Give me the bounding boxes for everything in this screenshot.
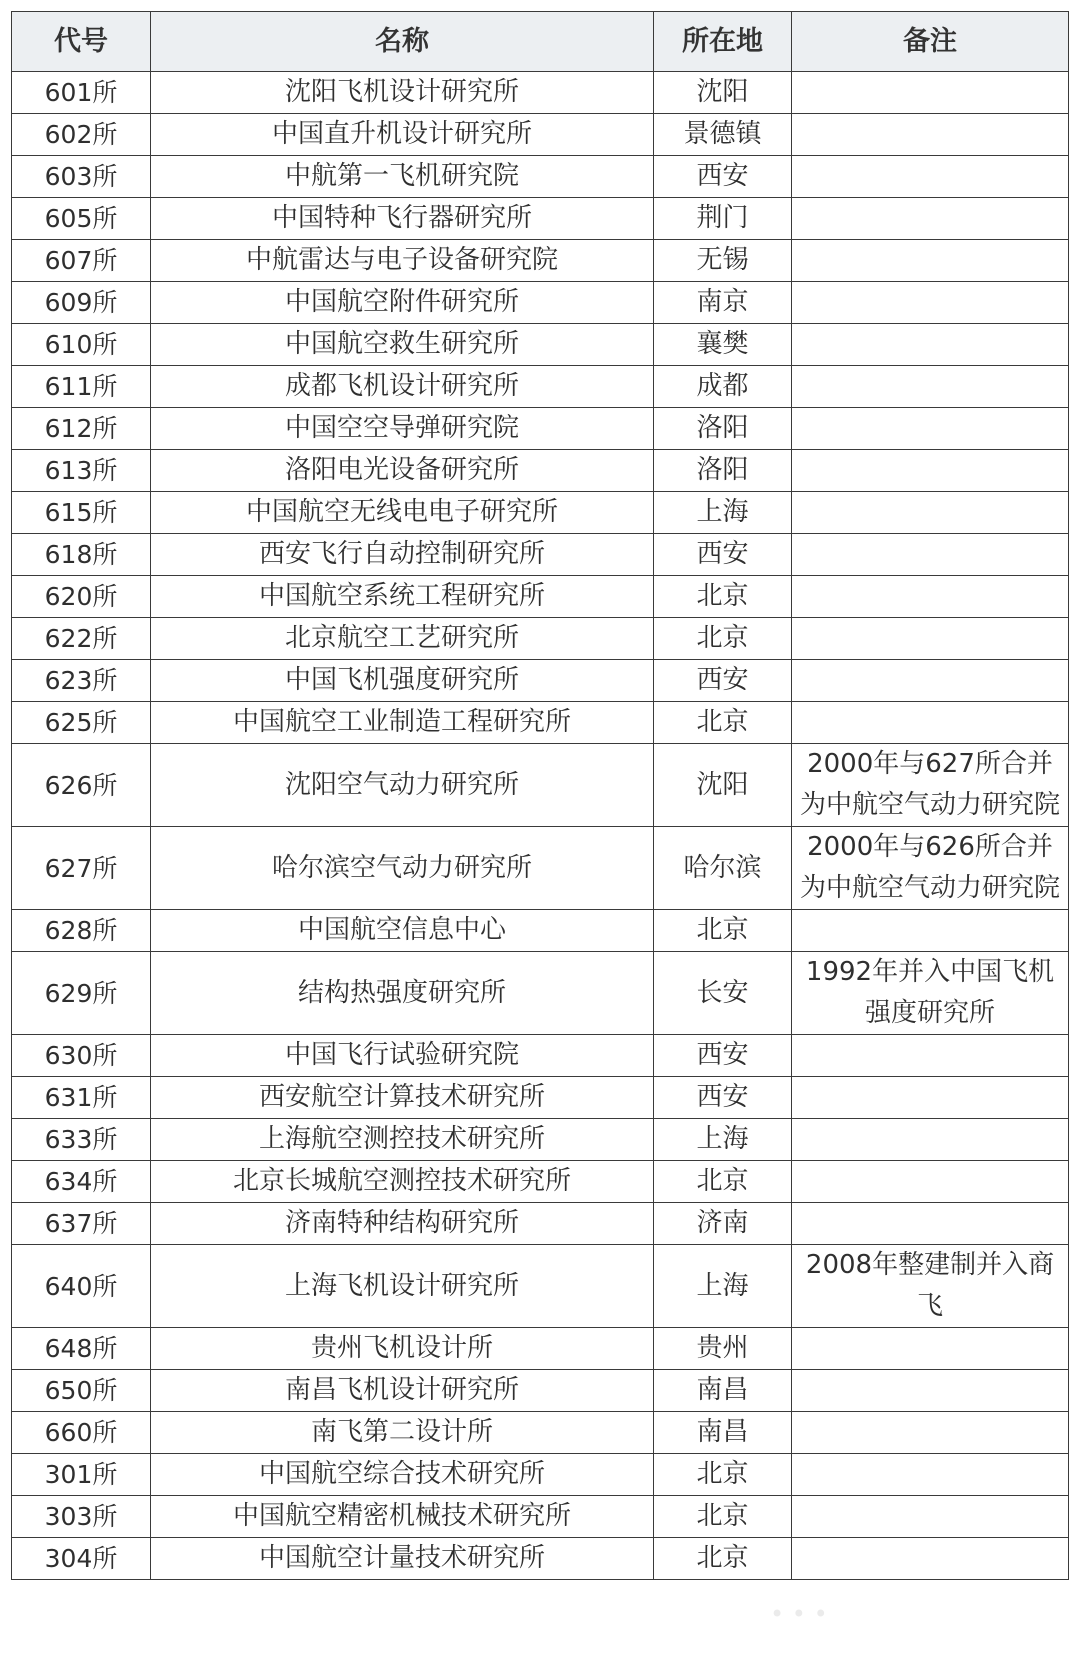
cell-code: 303所 xyxy=(12,1496,151,1538)
table-row xyxy=(12,952,1069,1035)
table-row xyxy=(12,492,1069,534)
cell-name: 中航第一飞机研究院 xyxy=(151,156,654,198)
cell-name: 成都飞机设计研究所 xyxy=(151,366,654,408)
cell-code: 610所 xyxy=(12,324,151,366)
cell-location: 沈阳 xyxy=(654,72,792,114)
cell-location: 襄樊 xyxy=(654,324,792,366)
cell-note xyxy=(792,534,1069,576)
cell-note xyxy=(792,618,1069,660)
watermark: • • • xyxy=(770,1600,828,1628)
table-row xyxy=(12,1538,1069,1580)
cell-code: 605所 xyxy=(12,198,151,240)
table-row xyxy=(12,827,1069,910)
cell-note xyxy=(792,1119,1069,1161)
cell-note: 2000年与627所合并为中航空气动力研究院 xyxy=(792,744,1069,827)
cell-note xyxy=(792,114,1069,156)
cell-location: 西安 xyxy=(654,534,792,576)
cell-note xyxy=(792,240,1069,282)
cell-name: 中国航空附件研究所 xyxy=(151,282,654,324)
cell-name: 哈尔滨空气动力研究所 xyxy=(151,827,654,910)
cell-code: 628所 xyxy=(12,910,151,952)
cell-note xyxy=(792,1454,1069,1496)
cell-note xyxy=(792,1077,1069,1119)
cell-note: 2000年与626所合并为中航空气动力研究院 xyxy=(792,827,1069,910)
cell-location: 北京 xyxy=(654,702,792,744)
cell-code: 625所 xyxy=(12,702,151,744)
cell-location: 北京 xyxy=(654,1496,792,1538)
cell-code: 629所 xyxy=(12,952,151,1035)
cell-code: 613所 xyxy=(12,450,151,492)
cell-name: 中国特种飞行器研究所 xyxy=(151,198,654,240)
cell-name: 中国航空系统工程研究所 xyxy=(151,576,654,618)
cell-code: 622所 xyxy=(12,618,151,660)
cell-name: 中国飞机强度研究所 xyxy=(151,660,654,702)
cell-location: 北京 xyxy=(654,910,792,952)
cell-code: 634所 xyxy=(12,1161,151,1203)
cell-note: 2008年整建制并入商飞 xyxy=(792,1245,1069,1328)
cell-location: 西安 xyxy=(654,660,792,702)
cell-note xyxy=(792,282,1069,324)
cell-code: 648所 xyxy=(12,1328,151,1370)
table-row xyxy=(12,324,1069,366)
header-code: 代号 xyxy=(12,12,151,72)
cell-name: 结构热强度研究所 xyxy=(151,952,654,1035)
table-row xyxy=(12,1496,1069,1538)
table-row xyxy=(12,366,1069,408)
cell-note xyxy=(792,702,1069,744)
cell-name: 中国航空精密机械技术研究所 xyxy=(151,1496,654,1538)
cell-location: 贵州 xyxy=(654,1328,792,1370)
cell-code: 650所 xyxy=(12,1370,151,1412)
cell-code: 304所 xyxy=(12,1538,151,1580)
cell-note xyxy=(792,198,1069,240)
cell-name: 上海航空测控技术研究所 xyxy=(151,1119,654,1161)
header-note: 备注 xyxy=(792,12,1069,72)
cell-note xyxy=(792,72,1069,114)
table-row xyxy=(12,1035,1069,1077)
cell-location: 洛阳 xyxy=(654,408,792,450)
header-location: 所在地 xyxy=(654,12,792,72)
cell-name: 沈阳飞机设计研究所 xyxy=(151,72,654,114)
cell-code: 607所 xyxy=(12,240,151,282)
header-name: 名称 xyxy=(151,12,654,72)
cell-note xyxy=(792,1203,1069,1245)
cell-name: 中国直升机设计研究所 xyxy=(151,114,654,156)
cell-note xyxy=(792,408,1069,450)
table-row xyxy=(12,1412,1069,1454)
table-row xyxy=(12,1077,1069,1119)
cell-location: 北京 xyxy=(654,576,792,618)
table-row xyxy=(12,576,1069,618)
cell-note xyxy=(792,156,1069,198)
cell-name: 南飞第二设计所 xyxy=(151,1412,654,1454)
cell-note xyxy=(792,324,1069,366)
table-row xyxy=(12,1328,1069,1370)
cell-location: 济南 xyxy=(654,1203,792,1245)
cell-code: 301所 xyxy=(12,1454,151,1496)
cell-code: 640所 xyxy=(12,1245,151,1328)
table-row xyxy=(12,1454,1069,1496)
cell-note xyxy=(792,1538,1069,1580)
table-row xyxy=(12,1119,1069,1161)
cell-location: 南京 xyxy=(654,282,792,324)
cell-name: 上海飞机设计研究所 xyxy=(151,1245,654,1328)
cell-name: 贵州飞机设计所 xyxy=(151,1328,654,1370)
cell-location: 北京 xyxy=(654,1454,792,1496)
table-body xyxy=(12,72,1069,1580)
cell-note: 1992年并入中国飞机强度研究所 xyxy=(792,952,1069,1035)
cell-note xyxy=(792,1035,1069,1077)
cell-name: 中国航空救生研究所 xyxy=(151,324,654,366)
cell-name: 中国航空无线电电子研究所 xyxy=(151,492,654,534)
cell-note xyxy=(792,910,1069,952)
table-row xyxy=(12,910,1069,952)
table-row xyxy=(12,744,1069,827)
cell-code: 631所 xyxy=(12,1077,151,1119)
table-row xyxy=(12,198,1069,240)
cell-location: 北京 xyxy=(654,1161,792,1203)
table-row xyxy=(12,72,1069,114)
cell-location: 西安 xyxy=(654,156,792,198)
cell-note xyxy=(792,660,1069,702)
cell-location: 上海 xyxy=(654,1245,792,1328)
table-row xyxy=(12,1203,1069,1245)
cell-code: 620所 xyxy=(12,576,151,618)
table-row xyxy=(12,408,1069,450)
cell-name: 北京航空工艺研究所 xyxy=(151,618,654,660)
cell-note xyxy=(792,1161,1069,1203)
cell-code: 615所 xyxy=(12,492,151,534)
cell-name: 中国飞行试验研究院 xyxy=(151,1035,654,1077)
table-row xyxy=(12,1245,1069,1328)
cell-location: 西安 xyxy=(654,1077,792,1119)
table-row xyxy=(12,240,1069,282)
cell-location: 长安 xyxy=(654,952,792,1035)
cell-note xyxy=(792,1328,1069,1370)
cell-name: 中国空空导弹研究院 xyxy=(151,408,654,450)
cell-name: 中国航空计量技术研究所 xyxy=(151,1538,654,1580)
cell-code: 603所 xyxy=(12,156,151,198)
cell-location: 无锡 xyxy=(654,240,792,282)
cell-location: 南昌 xyxy=(654,1412,792,1454)
cell-note xyxy=(792,1370,1069,1412)
cell-location: 沈阳 xyxy=(654,744,792,827)
cell-code: 611所 xyxy=(12,366,151,408)
cell-note xyxy=(792,366,1069,408)
cell-location: 洛阳 xyxy=(654,450,792,492)
cell-location: 北京 xyxy=(654,618,792,660)
cell-code: 612所 xyxy=(12,408,151,450)
table-row xyxy=(12,156,1069,198)
cell-code: 602所 xyxy=(12,114,151,156)
cell-name: 中航雷达与电子设备研究院 xyxy=(151,240,654,282)
cell-name: 沈阳空气动力研究所 xyxy=(151,744,654,827)
cell-code: 630所 xyxy=(12,1035,151,1077)
cell-location: 北京 xyxy=(654,1538,792,1580)
institutes-table xyxy=(11,11,1069,1580)
cell-location: 荆门 xyxy=(654,198,792,240)
cell-note xyxy=(792,450,1069,492)
cell-name: 西安飞行自动控制研究所 xyxy=(151,534,654,576)
cell-code: 623所 xyxy=(12,660,151,702)
table-row xyxy=(12,282,1069,324)
cell-code: 626所 xyxy=(12,744,151,827)
table-row xyxy=(12,660,1069,702)
cell-location: 西安 xyxy=(654,1035,792,1077)
cell-location: 成都 xyxy=(654,366,792,408)
cell-note xyxy=(792,1412,1069,1454)
cell-name: 中国航空综合技术研究所 xyxy=(151,1454,654,1496)
cell-code: 637所 xyxy=(12,1203,151,1245)
cell-name: 中国航空信息中心 xyxy=(151,910,654,952)
table-row xyxy=(12,1370,1069,1412)
table-row xyxy=(12,114,1069,156)
cell-name: 西安航空计算技术研究所 xyxy=(151,1077,654,1119)
table-row xyxy=(12,450,1069,492)
cell-note xyxy=(792,1496,1069,1538)
cell-name: 济南特种结构研究所 xyxy=(151,1203,654,1245)
cell-note xyxy=(792,576,1069,618)
cell-name: 南昌飞机设计研究所 xyxy=(151,1370,654,1412)
cell-note xyxy=(792,492,1069,534)
cell-code: 609所 xyxy=(12,282,151,324)
cell-location: 上海 xyxy=(654,492,792,534)
cell-code: 633所 xyxy=(12,1119,151,1161)
cell-code: 618所 xyxy=(12,534,151,576)
table-row xyxy=(12,618,1069,660)
table-row xyxy=(12,1161,1069,1203)
cell-code: 660所 xyxy=(12,1412,151,1454)
cell-name: 中国航空工业制造工程研究所 xyxy=(151,702,654,744)
cell-location: 上海 xyxy=(654,1119,792,1161)
table-row xyxy=(12,534,1069,576)
cell-location: 景德镇 xyxy=(654,114,792,156)
table-row xyxy=(12,702,1069,744)
cell-name: 洛阳电光设备研究所 xyxy=(151,450,654,492)
cell-location: 南昌 xyxy=(654,1370,792,1412)
cell-code: 601所 xyxy=(12,72,151,114)
cell-location: 哈尔滨 xyxy=(654,827,792,910)
cell-name: 北京长城航空测控技术研究所 xyxy=(151,1161,654,1203)
cell-code: 627所 xyxy=(12,827,151,910)
header-row xyxy=(12,12,1069,72)
